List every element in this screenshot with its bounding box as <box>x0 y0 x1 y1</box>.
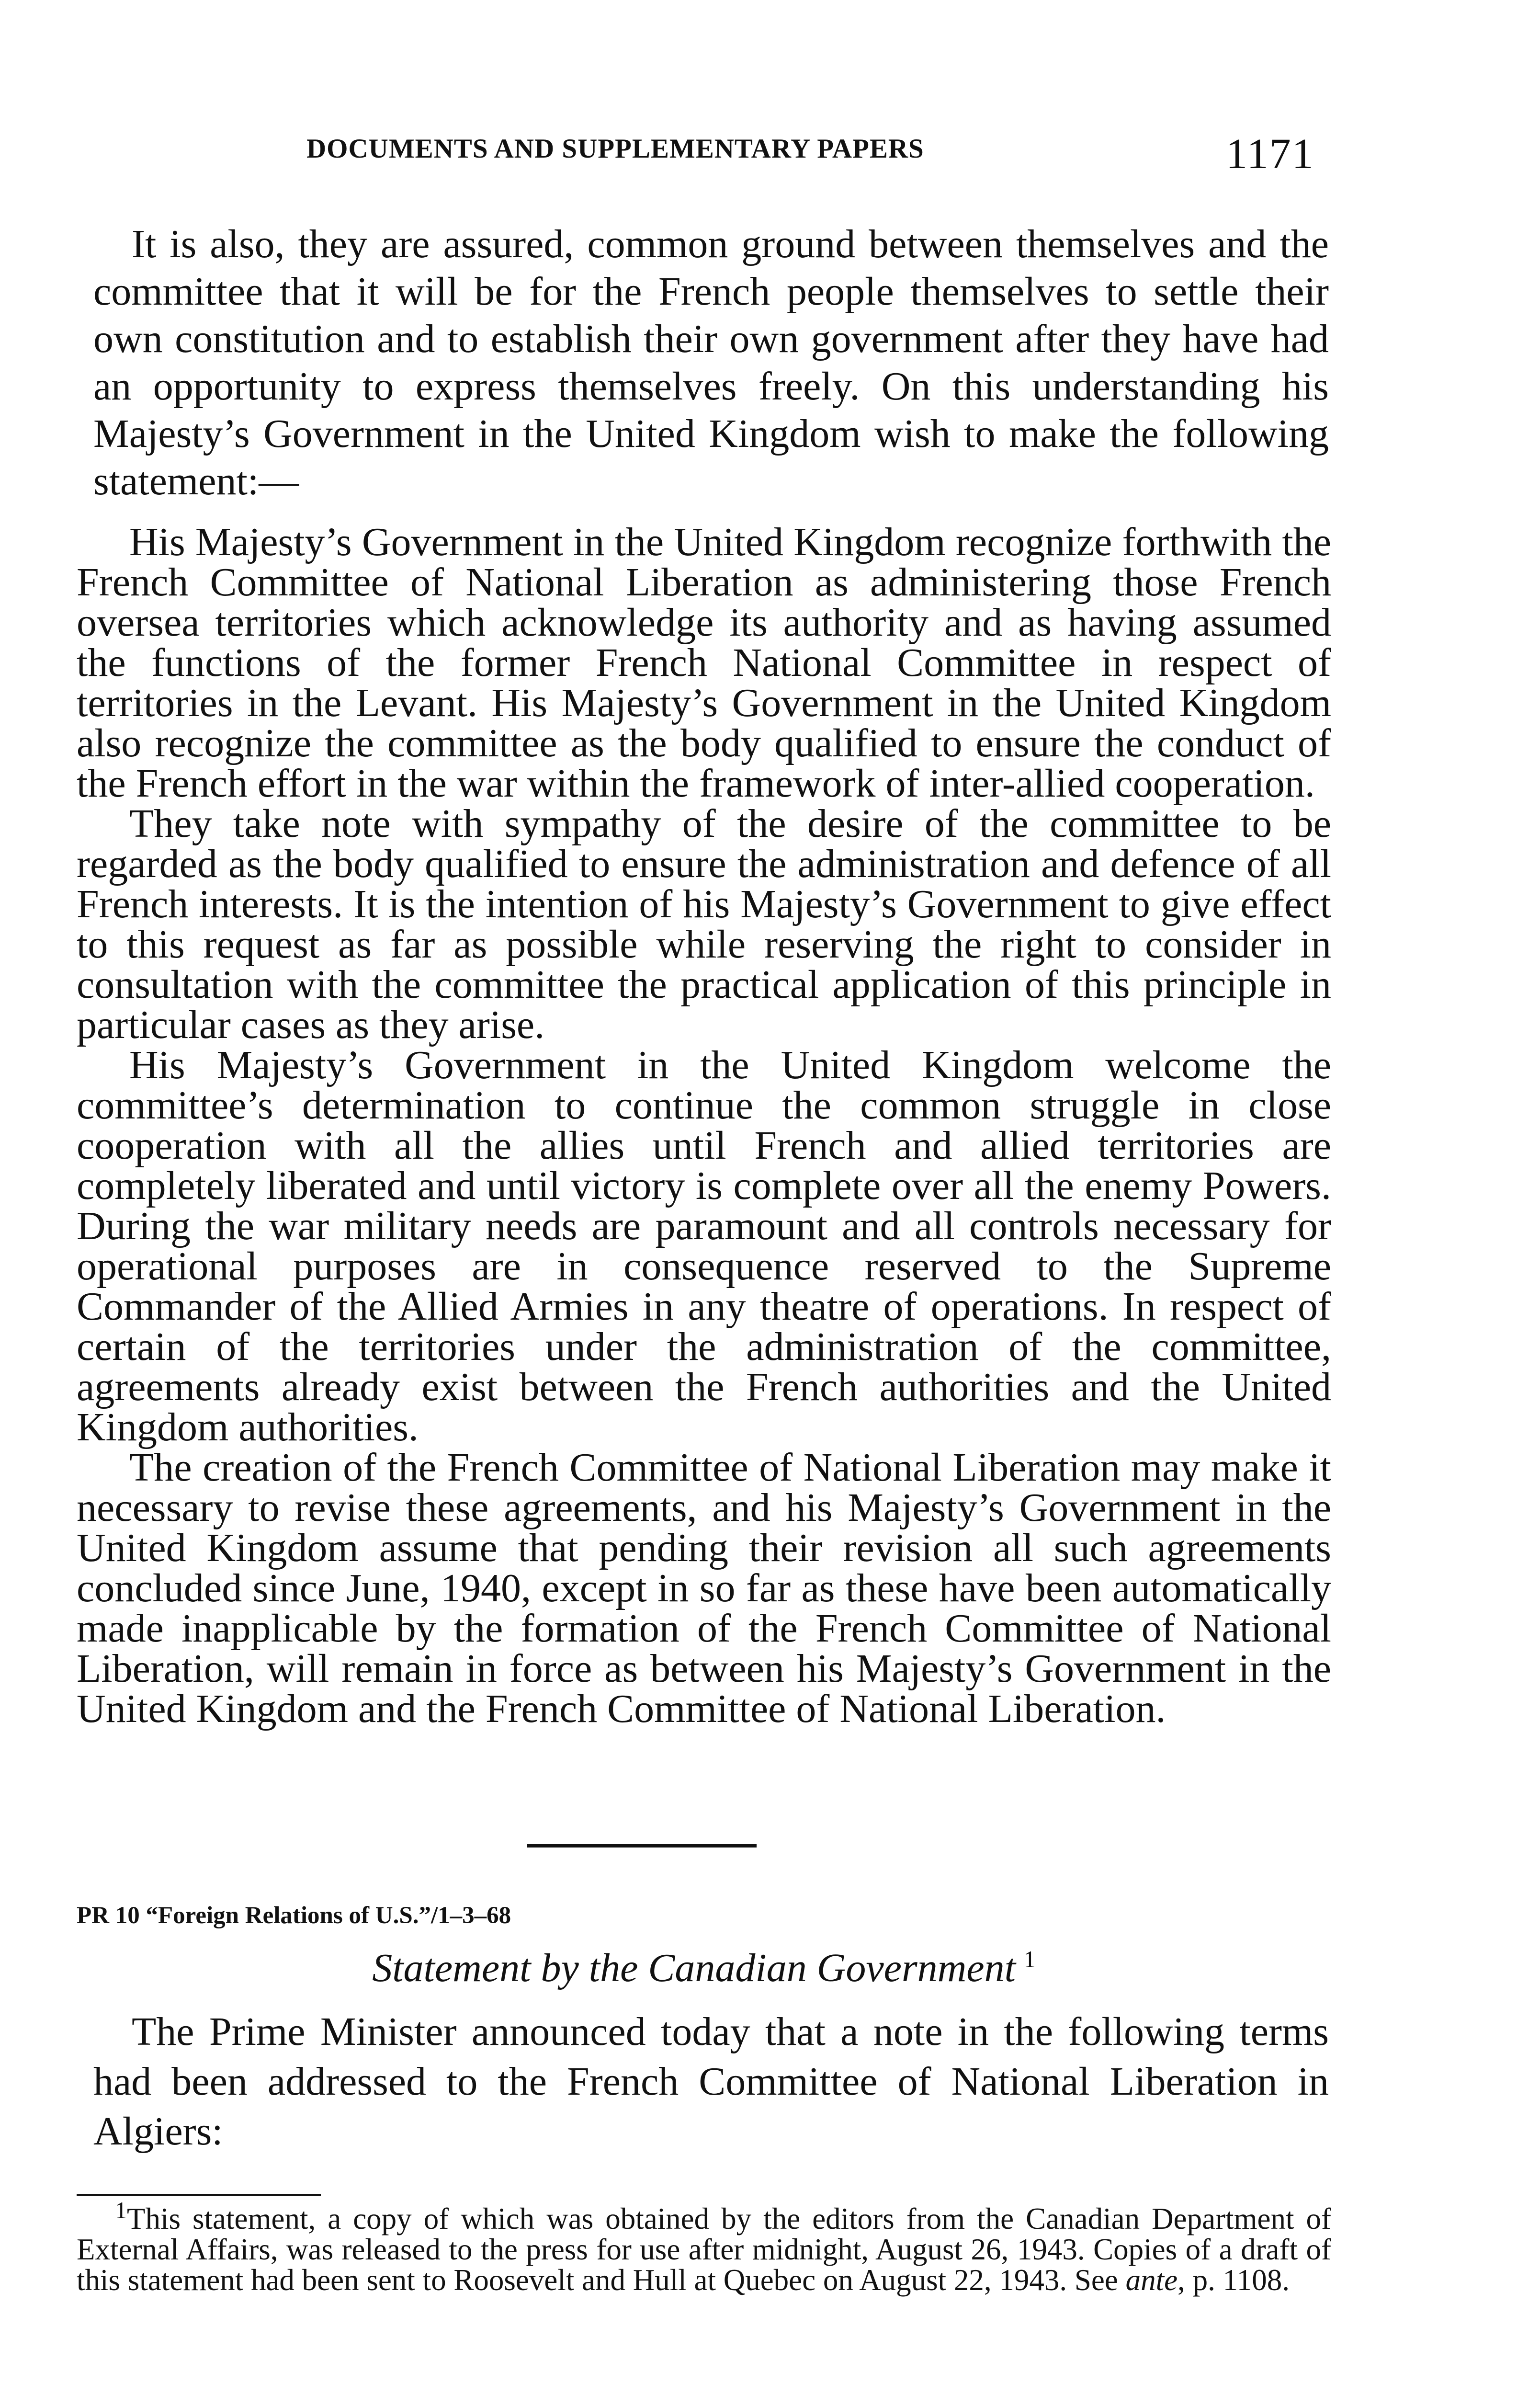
footnote-ante: ante <box>1125 2263 1178 2297</box>
footnote-marker: 1 <box>115 2197 127 2224</box>
statement-title <box>0 1945 1408 1991</box>
quoted-statement <box>77 522 1331 1729</box>
footnote-text: This statement, a copy of which was obtained by the editors from the Canadian Department of External Affairs, was released to the press for use after midnight, August 26, 1943. Copies of a draft of this statement had been sent to Roosevelt and Hull at Quebec on August 22, 1943. See <box>77 2202 1331 2297</box>
prime-minister-paragraph: The Prime Minister announced today that a note in the following terms had been addressed to the French Committee of National Liberation in Algiers: <box>93 2009 1329 2154</box>
section-divider <box>527 1844 757 1848</box>
footnote-rule <box>77 2194 321 2196</box>
statement-title-text: Statement by the Canadian Government <box>372 1946 1016 1990</box>
running-head: DOCUMENTS AND SUPPLEMENTARY PAPERS <box>306 134 924 164</box>
page-number: 1171 <box>1226 130 1314 178</box>
quoted-paragraph-french-interests: They take note with sympathy of the desire of the committee to be regarded as the body qualified to ensure the administration and defence of all French interests. It is the intention of his Majesty’s Government to give effect to this request as far as possible while reserving the right to consider in consultation with the committee the practical application of this principle in particular cases as they arise. <box>77 801 1331 1047</box>
quoted-paragraph-agreements: The creation of the French Committee of National Liberation may make it necessary to revise these agreements, and his Majesty’s Government in the United Kingdom assume that pending their revision all such agreements concluded since June, 1940, except in so far as these have been automatically made inapplicable by the formation of the French Committee of National Liberation, will remain in force as between his Majesty’s Government in the United Kingdom and the French Committee of National Liberation. <box>77 1445 1331 1731</box>
source-note: PR 10 “Foreign Relations of U.S.”/1–3–68 <box>77 1902 511 1929</box>
quoted-paragraph-cooperation: His Majesty’s Government in the United Kingdom welcome the committee’s determination to continue the common struggle in close cooperation with all the allies until French and allied territories are completely liberated and until victory is complete over all the enemy Powers. During the war military needs are paramount and all controls necessary for operational purposes are in consequence reserved to the Supreme Commander of the Allied Armies in any theatre of operations. In respect of certain of the territories under the administration of the committee, agreements already exist between the French authorities and the United Kingdom authorities. <box>77 1043 1331 1449</box>
intro-paragraph: It is also, they are assured, common ground between themselves and the committee that it will be for the French people themselves to settle their own constitution and to establish their own government after they have had an opportunity to express themselves freely. On this understanding his Majesty’s Government in the United Kingdom wish to make the following statement:— <box>93 222 1329 503</box>
footnote <box>77 2197 1331 2297</box>
footnote-page-reference: , p. 1108. <box>1178 2263 1290 2297</box>
quoted-paragraph-recognition: His Majesty’s Government in the United Kingdom recognize forthwith the French Committee of National Liberation as administering those French oversea territories which acknowledge its authority and as having assumed the functions of the former French National Committee in respect of territories in the Levant. His Majesty’s Government in the United Kingdom also recognize the committee as the body qualified to ensure the conduct of the French effort in the war within the framework of inter-allied cooperation. <box>77 520 1331 806</box>
footnote-reference: 1 <box>1023 1946 1036 1973</box>
